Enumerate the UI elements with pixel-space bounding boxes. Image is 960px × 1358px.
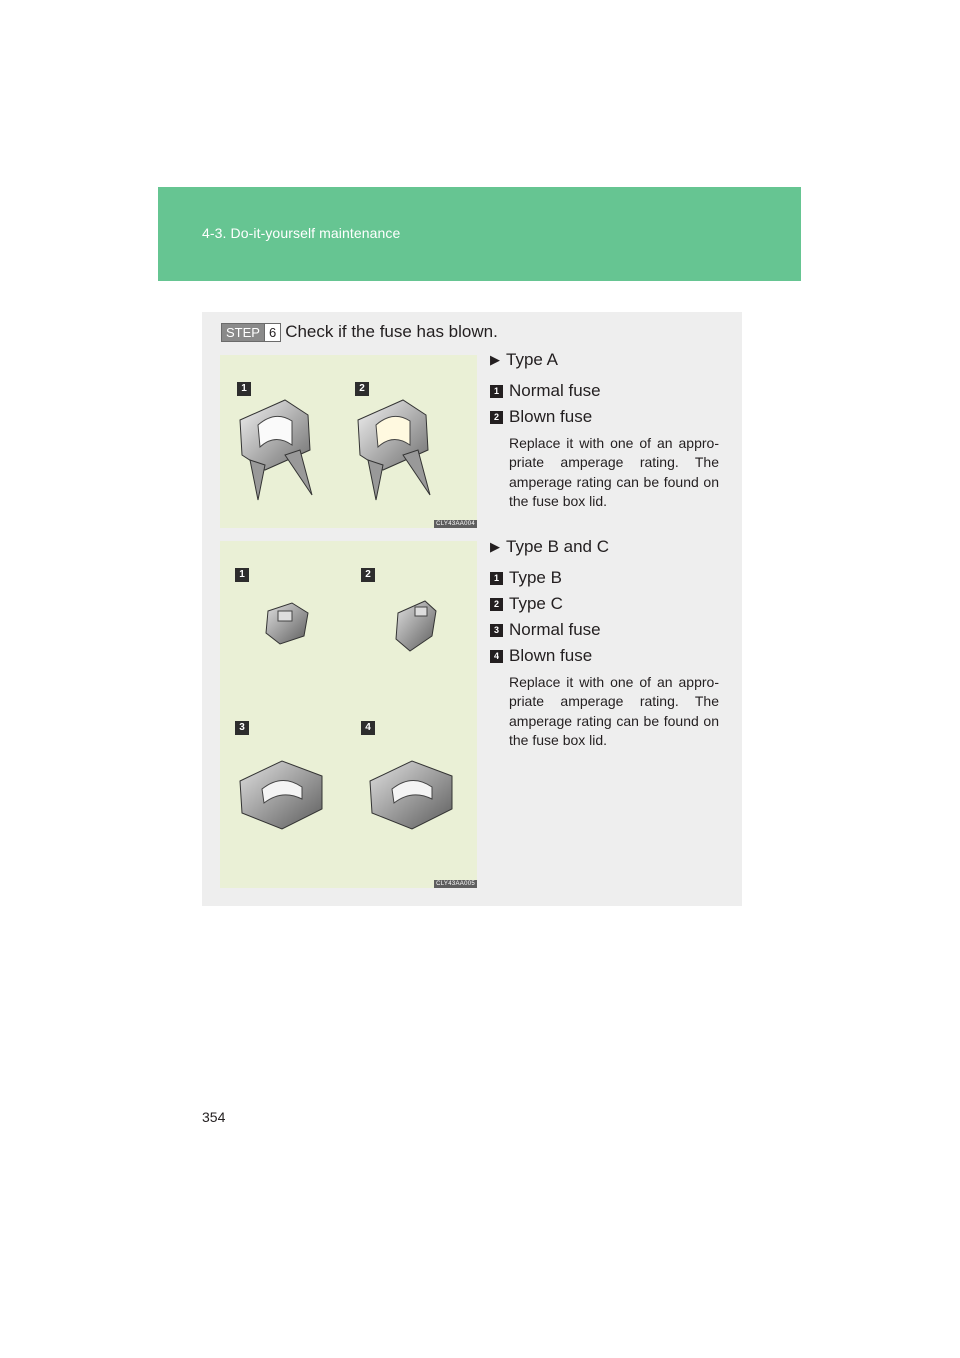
type-bc-heading: Type B and C — [506, 537, 610, 556]
image-code: CLY43AA005 — [436, 881, 475, 887]
type-a-note: Replace it with one of an appro-priate amperage rating. The amperage rating can be found on the fuse box lid. — [509, 435, 719, 509]
image-code: CLY43AA004 — [436, 521, 475, 527]
step-number: 6 — [264, 324, 280, 341]
image-badge-2: 2 — [361, 568, 375, 582]
type-a-heading: Type A — [506, 350, 558, 369]
list-item — [490, 643, 719, 669]
section-title: 4-3. Do-it-yourself maintenance — [202, 225, 401, 241]
type-bc-illustration — [220, 541, 477, 888]
step-label: STEP — [222, 324, 264, 341]
image-badge-4: 4 — [361, 721, 375, 735]
type-bc-text — [490, 537, 719, 750]
image-badge-3: 3 — [235, 721, 249, 735]
item-label: Normal fuse — [509, 381, 601, 400]
image-badge-1: 1 — [237, 382, 251, 396]
list-item — [490, 617, 719, 643]
step-row — [221, 322, 498, 342]
content-panel — [202, 312, 742, 906]
fuse-cartridge-icon — [220, 541, 477, 888]
item-number: 2 — [490, 598, 503, 611]
step-badge — [221, 323, 281, 342]
type-a-illustration — [220, 355, 477, 528]
type-a-heading-row — [490, 350, 719, 370]
list-item — [490, 565, 719, 591]
item-number: 4 — [490, 650, 503, 663]
step-instruction: Check if the fuse has blown. — [285, 322, 498, 341]
item-label: Normal fuse — [509, 620, 601, 639]
item-label: Type B — [509, 568, 562, 587]
list-item — [490, 591, 719, 617]
item-number: 1 — [490, 385, 503, 398]
fuse-blade-icon — [220, 355, 477, 528]
triangle-right-icon: ▶ — [490, 352, 500, 367]
page-number: 354 — [202, 1109, 226, 1125]
item-number: 1 — [490, 572, 503, 585]
type-a-text — [490, 350, 719, 511]
section-header — [158, 187, 801, 281]
item-number: 3 — [490, 624, 503, 637]
type-bc-heading-row — [490, 537, 719, 557]
list-item — [490, 404, 719, 430]
item-label: Type C — [509, 594, 563, 613]
item-label: Blown fuse — [509, 407, 593, 426]
triangle-right-icon: ▶ — [490, 539, 500, 554]
list-item — [490, 378, 719, 404]
type-bc-note: Replace it with one of an appro-priate amperage rating. The amperage rating can be found on the fuse box lid. — [509, 674, 719, 748]
item-number: 2 — [490, 411, 503, 424]
item-label: Blown fuse — [509, 646, 593, 665]
image-badge-2: 2 — [355, 382, 369, 396]
image-badge-1: 1 — [235, 568, 249, 582]
